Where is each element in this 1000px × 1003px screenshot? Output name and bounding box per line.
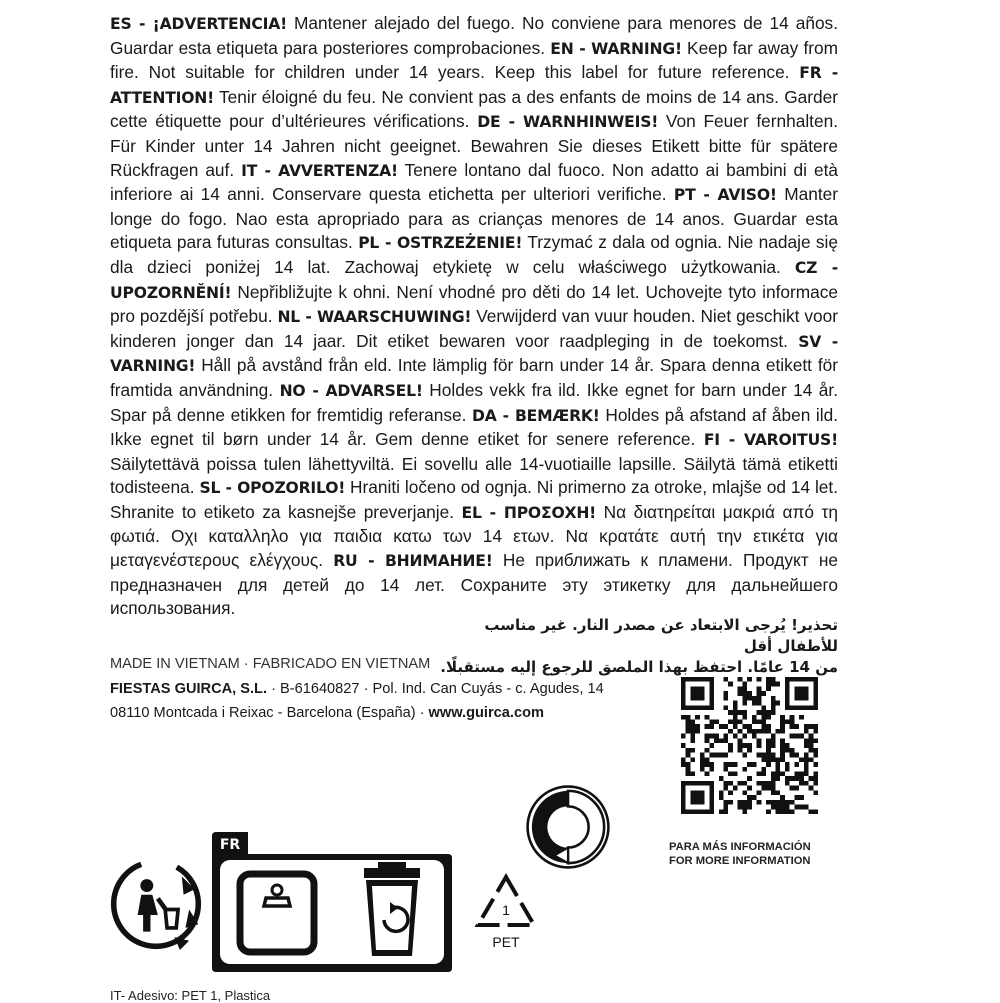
warning-label: EL - ΠΡΟΣΟΧΗ! [461,503,597,522]
warning-label: RU - ВНИМАНИЕ! [333,552,493,571]
warning-label: IT - AVVERTENZA! [241,161,398,180]
warning-label: CZ - UPOZORNĚNÍ! [110,258,838,302]
warning-body: Säilytettävä poissa tulen lähettyviltä. Ei sovellu alle 14-vuotiaille lapsille. Säilytä tämä etiketti todisteena. [110,453,838,498]
warning-body: Nepřibližujte k ohni. Není vhodné pro děti do 14 let. Uchovejte tyto informace pro pozdější potřebu. [110,281,838,327]
more-info-en: FOR MORE INFORMATION [669,855,811,867]
recycle-bin-icon [364,862,420,956]
triman-country: FR [219,837,241,853]
warning-label: PT - AVISO! [673,186,777,205]
warning-body: Tenere lontano dal fuoco. Non adatto ai bambini di età inferiore ai 14 anni. Conservare questa etichetta per ulteriori verifiche. [110,159,838,205]
pet-number: 1 [502,902,510,918]
warning-text [110,12,838,621]
warning-body: Håll på avstånd från eld. Inte lämplig för barn under 14 år. Spara denna etikett för framtida användning. [110,355,838,400]
pet-recycling-icon [470,873,542,953]
more-info-label [669,840,849,868]
warning-body: Holdes på afstand af åben ild. Ikke egnet til børn under 14 år. Gem denne etiket for senere reference. [110,404,838,450]
more-info-es: PARA MÁS INFORMACIÓN [669,841,811,853]
warning-body: Tenir éloigné du feu. Ne convient pas a des enfants de moins de 14 ans. Garder cette étiquette pour d’ultérieures vérifications. [110,86,838,132]
green-dot-icon [525,784,611,870]
warning-body: Verwijderd van vuur houden. Niet geschikt voor kinderen jonger dan 14 jaar. Dit etiket bewaren voor raadpleging in de toekomst. [110,306,838,351]
arabic-line-2: من 14 عامًا. احتفظ بهذا الملصق للرجوع إليه مستقبلًا. [440,658,838,676]
warning-label: FR - ATTENTION! [110,64,839,107]
warning-label: DA - BEMÆRK! [472,406,600,425]
warning-body: Von Feuer fernhalten. Für Kinder unter 14 Jahren nicht geeignet. Bewahren Sie dieses Etikett bitte für spätere Rückfragen auf. [110,111,838,180]
warning-label: SL - OPOZORILO! [199,479,346,498]
triman-icon [212,832,452,972]
pet-label: PET [492,934,520,950]
warning-body: Holdes vekk fra ild. Ikke egnet for barn under 14 år. Spar på denne etikken for fremtidig referanse. [110,379,838,425]
company-address-line-1 [110,677,670,702]
warning-label: NO - ADVARSEL! [279,381,423,400]
company-info [110,652,670,726]
warning-label: SV - VARNING! [110,332,839,376]
warning-label: EN - WARNING! [550,39,682,58]
warning-body: Mantener alejado del fuego. No conviene para menores de 14 años. Guardar esta etiqueta para posteriores comprobaciones. [110,13,838,58]
warning-label: PL - OSTRZEŻENIE! [358,234,523,253]
warning-body: Trzymać z dala od ognia. Nie nadaje się dla dzieci poniżej 14 lat. Zachowaj etykietę w celu właściwego użytkowania. [110,232,839,277]
company-details: · B-61640827 · Pol. Ind. Can Cuyás - c. Agudes, 14 [267,680,604,697]
arabic-line-1: تحذير! يُرجى الابتعاد عن مصدر النار. غير مناسب للأطفال أقل [484,616,838,655]
qr-code-icon[interactable] [681,677,818,814]
warning-label: ES - ¡ADVERTENCIA! [110,15,287,33]
company-address-line-2 [110,701,670,726]
warning-body: Manter longe do fogo. Nao esta apropriado para as crianças menores de 14 anos. Guardar esta etiqueta para futuras consultas. [110,184,838,253]
warning-label: FI - VAROITUS! [703,431,838,450]
bottom-disposal-text: IT- Adesivo: PET 1, Plastica [110,988,271,1003]
tidyman-icon [110,858,202,950]
company-city: 08110 Montcada i Reixac - Barcelona (España) · [110,705,429,721]
made-in-label: MADE IN VIETNAM · FABRICADO EN VIETNAM [110,656,431,672]
warning-body: Να διατηρείται μακριά από τη φωτιά. Οχι καταλληλο για παιδια κατω των 14 ετων. Να κρατάτε αυτή την ετικέτα για μεταγενέστερους ελέγχους. [110,501,838,571]
warning-body: Keep far away from fire. Not suitable for children under 14 years. Keep this label for future reference. [110,37,839,83]
warning-label: NL - WAARSCHUWING! [277,308,472,327]
company-name: FIESTAS GUIRCA, S.L. [110,680,268,697]
company-website: www.guirca.com [428,705,544,721]
warning-body: Не приближать к пламени. Продукт не предназначен для детей до 14 лет. Сохраните эту этикетку для дальнейшего использования. [110,550,838,619]
warning-body: Hraniti ločeno od ognja. Ni primerno za otroke, mlajše od 14 let. Shranite to etiketo za kasnejše preverjanje. [110,477,838,522]
warning-label: DE - WARNHINWEIS! [477,113,659,132]
